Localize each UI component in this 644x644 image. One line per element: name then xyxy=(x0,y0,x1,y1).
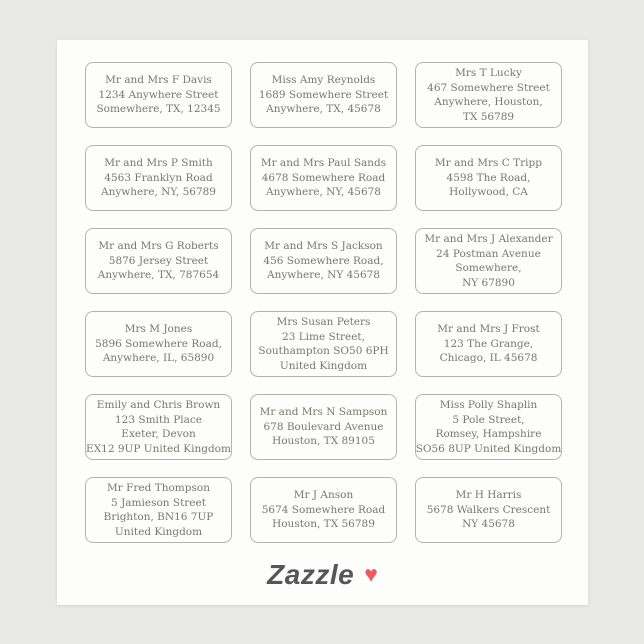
address-line: United Kingdom xyxy=(114,525,203,538)
address-line: Mrs T Lucky xyxy=(455,67,522,79)
address-line: Southampton SO50 6PH xyxy=(258,345,389,357)
address-line: Mr and Mrs P Smith xyxy=(104,157,213,170)
address-line: 5896 Somewhere Road, xyxy=(95,337,222,350)
address-line: Somewhere, TX, 12345 xyxy=(96,103,221,116)
address-label xyxy=(415,394,562,460)
address-label xyxy=(250,145,397,211)
address-line: Mr and Mrs F Davis xyxy=(105,74,212,87)
address-line: Anywhere, Houston, xyxy=(434,96,543,108)
address-label xyxy=(415,62,562,128)
address-line: United Kingdom xyxy=(279,359,368,372)
address-line: Anywhere, NY, 56789 xyxy=(101,186,216,199)
address-label xyxy=(415,311,562,377)
address-label xyxy=(415,145,562,211)
address-line: Houston, TX 89105 xyxy=(272,435,375,448)
address-line: 24 Postman Avenue xyxy=(436,247,541,260)
address-label xyxy=(250,311,397,377)
address-line: NY 67890 xyxy=(462,276,515,289)
zazzle-logo: Zazzle xyxy=(267,559,355,590)
address-label xyxy=(85,311,232,377)
address-line: Mr and Mrs J Frost xyxy=(437,323,540,336)
address-line: Mr and Mrs S Jackson xyxy=(264,240,383,253)
address-line: Anywhere, NY, 45678 xyxy=(266,186,381,199)
address-line: Mr and Mrs G Roberts xyxy=(98,240,219,253)
address-line: 4598 The Road, xyxy=(446,171,531,184)
label-sheet xyxy=(57,40,588,605)
address-label xyxy=(85,62,232,128)
address-line: 4678 Somewhere Road xyxy=(261,171,386,184)
address-line: 5674 Somewhere Road xyxy=(261,503,386,516)
address-line: 1234 Anywhere Street xyxy=(98,88,219,101)
address-line: Mr and Mrs J Alexander xyxy=(424,233,553,245)
address-line: 5678 Walkers Crescent xyxy=(426,503,551,516)
address-label xyxy=(415,477,562,543)
address-line: Hollywood, CA xyxy=(449,186,528,199)
heart-icon: ♥ xyxy=(364,562,378,587)
address-line: Mr and Mrs Paul Sands xyxy=(260,157,387,170)
address-line: Emily and Chris Brown xyxy=(96,399,221,411)
address-line: SO56 8UP United Kingdom xyxy=(415,442,562,455)
address-line: NY 45678 xyxy=(462,518,515,531)
address-line: Brighton, BN16 7UP xyxy=(103,511,214,523)
address-label xyxy=(250,477,397,543)
address-line: 123 The Grange, xyxy=(443,337,534,350)
address-line: EX12 9UP United Kingdom xyxy=(86,442,231,455)
address-line: 1689 Somewhere Street xyxy=(258,88,389,101)
address-line: 456 Somewhere Road, xyxy=(263,254,384,267)
labels-grid xyxy=(57,40,588,543)
address-line: Miss Polly Shaplin xyxy=(439,399,538,411)
address-label xyxy=(415,228,562,294)
address-label xyxy=(85,145,232,211)
address-line: Mr and Mrs N Sampson xyxy=(259,406,388,419)
address-line: 23 Lime Street, xyxy=(282,330,365,343)
address-line: Anywhere, NY 45678 xyxy=(266,269,380,282)
address-label xyxy=(250,394,397,460)
address-line: Romsey, Hampshire xyxy=(435,428,542,440)
address-line: Anywhere, TX, 45678 xyxy=(266,103,381,116)
address-line: Exeter, Devon xyxy=(121,428,196,440)
address-line: 5876 Jersey Street xyxy=(108,254,209,267)
brand-footer xyxy=(57,559,588,591)
address-line: Chicago, IL 45678 xyxy=(439,352,538,365)
address-line: 467 Somewhere Street xyxy=(427,81,550,94)
address-line: Mr and Mrs C Tripp xyxy=(435,157,542,170)
address-line: TX 56789 xyxy=(462,110,515,123)
address-label xyxy=(85,228,232,294)
address-line: Mr J Anson xyxy=(293,489,354,502)
address-line: Mr Fred Thompson xyxy=(107,482,210,494)
address-line: 123 Smith Place xyxy=(115,413,202,426)
address-line: 678 Boulevard Avenue xyxy=(263,420,384,433)
address-line: Mrs M Jones xyxy=(124,323,193,336)
address-line: Miss Amy Reynolds xyxy=(271,74,376,87)
address-line: Mr H Harris xyxy=(455,489,522,502)
address-line: 5 Jamieson Street xyxy=(111,496,206,509)
address-line: Houston, TX 56789 xyxy=(272,518,375,531)
address-line: 4563 Franklyn Road xyxy=(104,171,213,184)
address-line: Mrs Susan Peters xyxy=(276,316,371,328)
address-line: 5 Pole Street, xyxy=(452,413,525,426)
address-label xyxy=(85,477,232,543)
address-line: Somewhere, xyxy=(455,262,522,274)
address-line: Anywhere, TX, 787654 xyxy=(97,269,220,282)
address-label xyxy=(85,394,232,460)
address-label xyxy=(250,228,397,294)
address-label xyxy=(250,62,397,128)
address-line: Anywhere, IL, 65890 xyxy=(102,352,215,365)
